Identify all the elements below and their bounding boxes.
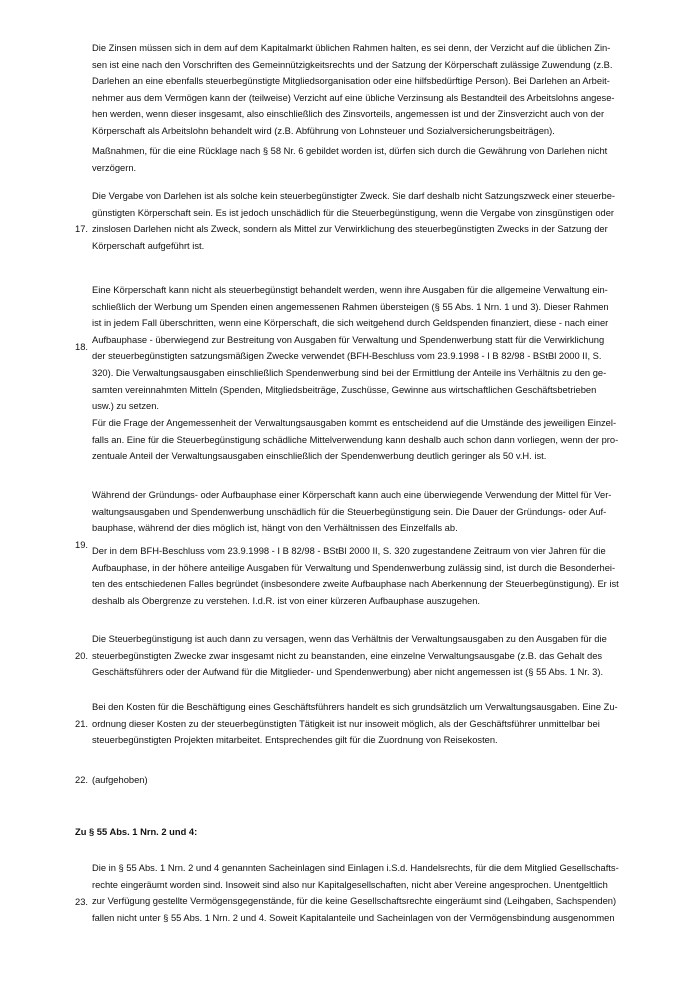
item-22-paragraph (92, 772, 642, 789)
item-19-paragraph-2 (92, 543, 642, 609)
section-heading: Zu § 55 Abs. 1 Nrn. 2 und 4: (75, 827, 198, 837)
text-line: falls an. Eine für die Steuerbegünstigung schädliche Mittelverwendung kann deshalb auch schon dann vorliegen, wenn der pro- (92, 434, 619, 445)
item-23-paragraph (92, 860, 642, 926)
text-line: schließlich der Werbung um Spenden einen angemessenen Rahmen übersteigen (§ 55 Abs. 1 Nrn. 1 und 3). Dieser Rahmen (92, 301, 609, 312)
text-line: steuerbegünstigten Zwecke zwar insgesamt nicht zu beanstanden, eine einzelne Verwaltungsausgabe (z.B. das Gehalt des (92, 650, 603, 661)
text-line: deshalb als Obergrenze zu verstehen. I.d.R. ist von einer kürzeren Aufbauphase auszugehen. (92, 595, 481, 606)
text-line: Bei den Kosten für die Beschäftigung eines Geschäftsführers handelt es sich grundsätzlich um Verwaltungsausgaben. Eine Zu- (92, 702, 618, 712)
text-line: samten vereinnahmten Mitteln (Spenden, Mitgliedsbeiträge, Zuschüsse, Gewinne aus wirtschaftlichen Geschäftsbetrieben (92, 384, 597, 395)
text-line: Für die Frage der Angemessenheit der Verwaltungsausgaben kommt es entscheidend auf die Umstände des jeweiligen Einzel- (92, 418, 617, 428)
text-line: Maßnahmen, für die eine Rücklage nach § 58 Nr. 6 gebildet worden ist, dürfen sich durch die Gewährung von Darlehen nicht (92, 146, 608, 156)
text-line: ten des entschiedenen Falles begründet (insbesondere zweite Aufbauphase nach Aberkennung der Steuerbegünstigung). Er ist (92, 579, 619, 590)
text-line: Darlehen an eine ebenfalls steuerbegünstigte Mitgliedsorganisation oder eine hilfsbedürftige Person). Bei Darlehen an Arbeit- (92, 76, 610, 87)
text-line: Körperschaft aufgeführt ist. (92, 240, 205, 251)
text-line: waltungsausgaben und Spendenwerbung unschädlich für die Steuerbegünstigung sein. Die Dauer der Gründungs- oder Auf- (92, 506, 607, 517)
text-line: Die in § 55 Abs. 1 Nrn. 2 und 4 genannten Sacheinlagen sind Einlagen i.S.d. Handelsrechts, für die dem Mitglied Gesellschafts- (92, 863, 619, 873)
text-line: Geschäftsführers oder der Aufwand für die Mitglieder- und Spendenwerbung) aber nicht angemessen ist (§ 55 Abs. 1 Nr. 3). (92, 667, 604, 678)
text-line: Aufbauphase, in der höhere anteilige Ausgaben für Verwaltung und Spendenwerbung zulässig sind, ist durch die Besonderhei- (92, 562, 616, 573)
text-line: 320). Die Verwaltungsausgaben einschließlich Spendenwerbung sind bei der Ermittlung der Anteile ins Verhältnis zu den ge- (92, 367, 607, 378)
text-line: rechte eingeräumt worden sind. Insoweit sind also nur Kapitalgesellschaften, nicht aber Vereine angesprochen. Unentgeltlich (92, 879, 608, 890)
text-line: Eine Körperschaft kann nicht als steuerbegünstigt behandelt werden, wenn ihre Ausgaben für die allgemeine Verwaltung ein- (92, 285, 608, 295)
text-line: steuerbegünstigten Projekten mitarbeitet. Entsprechendes gilt für die Zuordnung von Reisekosten. (92, 735, 498, 746)
item-17-paragraph (92, 188, 642, 254)
text-line: Die Steuerbegünstigung ist auch dann zu versagen, wenn das Verhältnis der Verwaltungsausgaben zu den Ausgaben für die (92, 634, 607, 644)
item-number-19: 19. (75, 540, 88, 550)
item-number-17: 17. (75, 224, 88, 234)
item-18-paragraph-2 (92, 415, 642, 465)
text-line: Der in dem BFH-Beschluss vom 23.9.1998 - I B 82/98 - BStBl 2000 II, S. 320 zugestandene Zeitraum von vier Jahren für die (92, 546, 606, 556)
text-line: bauphase, während der dies möglich ist, hängt von den Verhältnissen des Einzelfalls ab. (92, 523, 458, 534)
text-line: hen werden, wenn dieser insgesamt, also einschließlich des Zinsvorteils, angemessen ist und der Zinsverzicht auch von der (92, 109, 605, 120)
text-line: zentuale Anteil der Verwaltungsausgaben einschließlich der Spendenwerbung deutlich geringer als 50 v.H. ist. (92, 451, 547, 462)
text-line: fallen nicht unter § 55 Abs. 1 Nrn. 2 und 4. Soweit Kapitalanteile und Sacheinlagen von der Vermögensbindung ausgenommen (92, 912, 615, 923)
text-line: zur Verfügung gestellte Vermögensgegenstände, für die keine Gesellschaftsrechte eingeräumt sind (Leihgaben, Sachspenden) (92, 896, 617, 907)
text-line: usw.) zu setzen. (92, 401, 159, 412)
item-number-21: 21. (75, 719, 88, 729)
item-number-18: 18. (75, 342, 88, 352)
text-line: der steuerbegünstigten satzungsmäßigen Zwecke verwendet (BFH-Beschluss vom 23.9.1998 - I B 82/98 - BStBl 2000 II, S. (92, 351, 602, 362)
text-line: günstigten Körperschaft sein. Es ist jedoch unschädlich für die Steuerbegünstigung, wenn die Vergabe von zinsgünstigen oder (92, 207, 615, 218)
item-21-paragraph (92, 699, 642, 749)
text-line: Während der Gründungs- oder Aufbauphase einer Körperschaft kann auch eine überwiegende Verwendung der Mittel für Ver- (92, 490, 612, 500)
intro-paragraph-1 (92, 40, 642, 140)
text-line: Die Zinsen müssen sich in dem auf dem Kapitalmarkt üblichen Rahmen halten, es sei denn, der Verzicht auf die üblichen Zin- (92, 43, 611, 53)
text-line: Die Vergabe von Darlehen ist als solche kein steuerbegünstigter Zweck. Sie darf deshalb nicht Satzungszweck einer steuerbe- (92, 191, 616, 201)
item-number-22: 22. (75, 775, 88, 785)
intro-paragraph-2 (92, 143, 642, 176)
text-line: sen ist eine nach den Vorschriften des Gemeinnützigkeitsrechts und der Satzung der Körperschaft zulässige Zuwendung (z.B. (92, 59, 613, 70)
item-number-23: 23. (75, 897, 88, 907)
text-line: Körperschaft als Arbeitslohn behandelt wird (z.B. Abführung von Lohnsteuer und Sozialversicherungsbeiträgen). (92, 125, 555, 136)
text-line: nehmer aus dem Vermögen kann der (teilweise) Verzicht auf eine übliche Verzinsung als Bestandteil des Arbeitslohns angese- (92, 92, 615, 103)
text-line: verzögern. (92, 162, 137, 173)
text-line: zinslosen Darlehen nicht als Zweck, sondern als Mittel zur Verwirklichung des steuerbegünstigten Zwecks in der Satzung der (92, 224, 608, 235)
text-line: ist in jedem Fall überschritten, wenn eine Körperschaft, die sich weitgehend durch Geldspenden finanziert, diese - nach einer (92, 318, 609, 329)
item-19-paragraph-1 (92, 487, 642, 537)
item-number-20: 20. (75, 651, 88, 661)
text-line: Aufbauphase - überwiegend zur Bestreitung von Ausgaben für Verwaltung und Spendenwerbung statt für die Verwirklichung (92, 334, 605, 345)
item-18-paragraph-1 (92, 282, 642, 415)
item-20-paragraph (92, 631, 642, 681)
text-line: (aufgehoben) (92, 775, 148, 785)
text-line: ordnung dieser Kosten zu der steuerbegünstigten Tätigkeit ist nur insoweit möglich, als der Geschäftsführer unmittelbar bei (92, 718, 600, 729)
